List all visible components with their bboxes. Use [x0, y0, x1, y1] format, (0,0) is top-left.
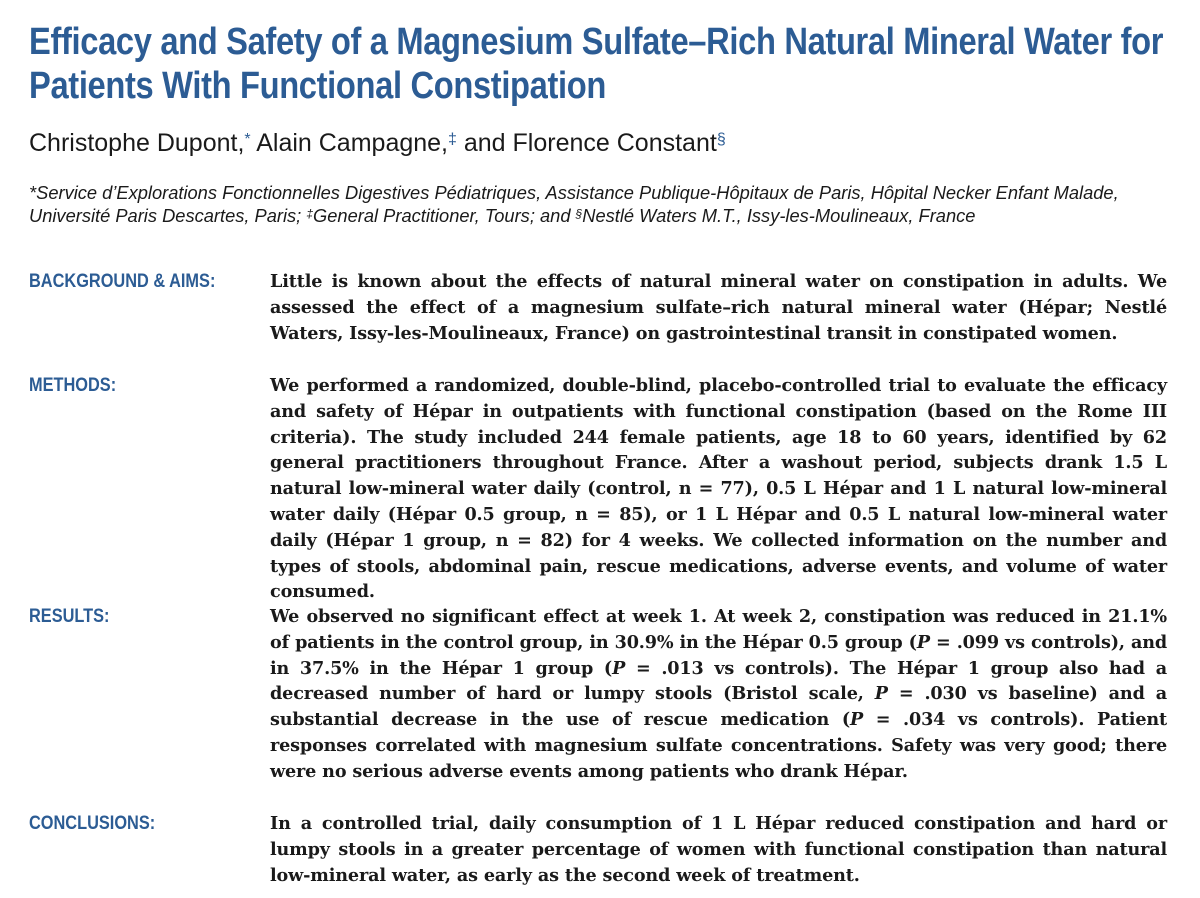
author-mark: * — [244, 131, 251, 148]
p-value-symbol: P — [874, 683, 888, 705]
section-label: CONCLUSIONS: — [29, 813, 156, 834]
section-text: Little is known about the effects of natural mineral water on constipation in adults. We assessed the effect of a magnesium sulfate–rich natural mineral water (Hépar; Nestlé Waters, Issy-les-Moulineaux, France) on gastrointestinal transit in constipated women. — [270, 271, 1167, 344]
affiliation-mark: ‡ — [306, 207, 314, 221]
affiliation-text: General Practitioner, Tours; and — [313, 205, 571, 226]
affiliation-mark: * — [29, 182, 37, 203]
section-label: BACKGROUND & AIMS: — [29, 271, 216, 292]
affiliation-text: Nestlé Waters M.T., Issy-les-Moulineaux, France — [582, 205, 976, 226]
results-text-part: = .034 vs controls). Patient responses correlated with magnesium sulfate concentrations. Safety was very good; there were no serious adverse events among patients who drank Hépar. — [270, 709, 1167, 782]
p-value-symbol: P — [612, 657, 626, 679]
affiliation-mark: § — [575, 207, 583, 221]
p-value-symbol: P — [916, 631, 930, 653]
author-name: Christophe Dupont, — [29, 129, 245, 157]
section-label: RESULTS: — [29, 606, 110, 627]
section-text — [270, 604, 1167, 785]
author-mark: § — [716, 131, 726, 148]
section-label: METHODS: — [29, 375, 117, 396]
section-text: In a controlled trial, daily consumption of 1 L Hépar reduced constipation and hard or lumpy stools in a greater percentage of women with functional constipation than natural low-mineral water, as early as the second week of treatment. — [270, 813, 1167, 886]
affiliations — [29, 181, 1168, 227]
results-text-part: = .099 vs controls), and in 37.5% in the Hépar 1 group ( — [270, 631, 1167, 679]
results-text-part: = .030 vs baseline) and a substantial decrease in the use of rescue medication ( — [270, 683, 1167, 731]
affiliation-text: Service d’Explorations Fonctionnelles Digestives Pédiatriques, Assistance Publique-Hôpitaux de Paris, Hôpital Necker Enfant Malade, Université Paris Descartes, Paris; — [29, 182, 1119, 226]
author-list — [29, 128, 1168, 158]
author-name: Alain Campagne, — [256, 129, 449, 157]
results-text-part: = .013 vs controls). The Hépar 1 group also had a decreased number of hard or lumpy stools (Bristol scale, — [270, 657, 1167, 705]
author-mark: ‡ — [448, 131, 457, 148]
results-text-part: We observed no significant effect at week 1. At week 2, constipation was reduced in 21.1% of patients in the control group, in 30.9% in the Hépar 0.5 group ( — [270, 606, 1167, 653]
section-text: We performed a randomized, double-blind, placebo-controlled trial to evaluate the efficacy and safety of Hépar in outpatients with functional constipation (based on the Rome III criteria). The study included 244 female patients, age 18 to 60 years, identified by 62 general practitioners throughout France. After a washout period, subjects drank 1.5 L natural low-mineral water daily (control, n = 77), 0.5 L Hépar and 1 L natural low-mineral water daily (Hépar 0.5 group, n = 85), or 1 L Hépar and 0.5 L natural low-mineral water daily (Hépar 1 group, n = 82) for 4 weeks. We collected information on the number and types of stools, abdominal pain, rescue medications, adverse events, and volume of water consumed. — [270, 375, 1167, 603]
p-value-symbol: P — [850, 709, 864, 731]
article-title: Efficacy and Safety of a Magnesium Sulfate–Rich Natural Mineral Water for Patients With Functional Constipation — [29, 21, 1164, 107]
author-name: and Florence Constant — [463, 129, 717, 157]
